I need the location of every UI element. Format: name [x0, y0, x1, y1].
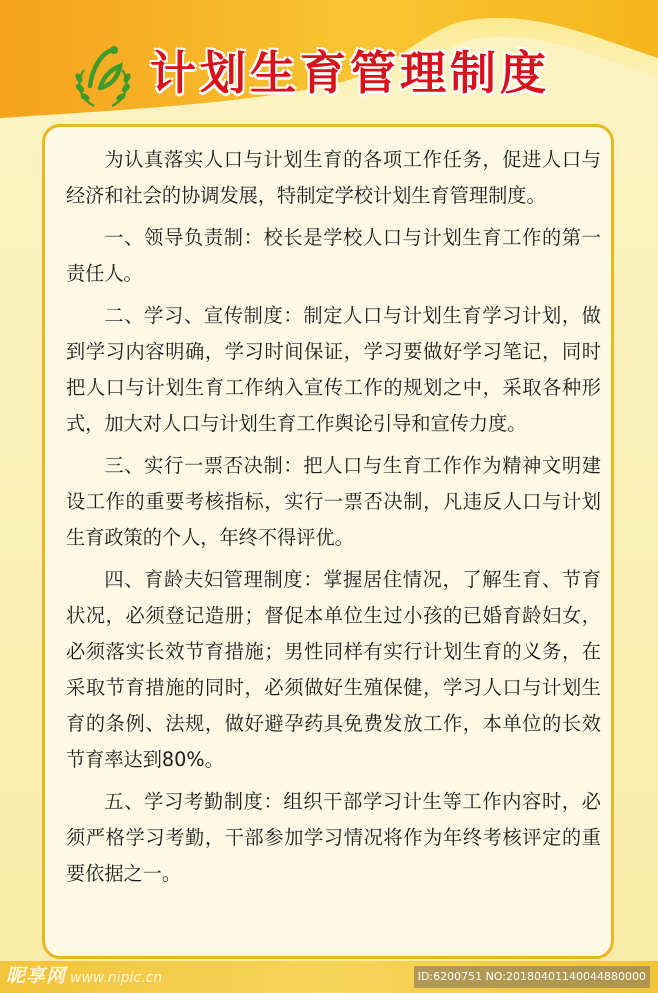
rule-study-publicity-paragraph: 二、学习、宣传制度：制定人口与计划生育学习计划，做到学习内容明确，学习时间保证，学习要做好学习笔记，同时把人口与计划生育工作纳入宣传工作的规划之中，采取各种形式，加大对人口与计划生育工作舆论引导和宣传力度。: [66, 304, 601, 435]
page-title: 计划生育管理制度: [150, 46, 550, 100]
watermark-brand: 昵享网: [6, 965, 67, 987]
rule-attendance-paragraph: 五、学习考勤制度：组织干部学习计生等工作内容时，必须严格学习考勤，干部参加学习情况将作为年终考核评定的重要依据之一。: [66, 790, 601, 885]
rule-veto-paragraph: 三、实行一票否决制：把人口与生育工作作为精神文明建设工作的重要考核指标，实行一票否决制，凡违反人口与计划生育政策的个人，年终不得评优。: [66, 454, 601, 549]
rule-couples-management-paragraph: 四、育龄夫妇管理制度：掌握居住情况，了解生育、节育状况，必须登记造册；督促本单位生过小孩的已婚育龄妇女，必须落实长效节育措施；男性同样有实行计划生育的义务，在采取节育措施的同时，必须做好生殖保健，学习人口与计划生育的条例、法规，做好避孕药具免费发放工作，本单位的长效节育率达到80%。: [66, 568, 601, 771]
rule-leadership-paragraph: 一、领导负责制：校长是学校人口与计划生育工作的第一责任人。: [66, 226, 601, 285]
image-id-watermark: ID:6200751 NO:20180401140044880000: [414, 966, 650, 988]
site-watermark: [6, 963, 162, 989]
regulation-body: [66, 142, 601, 898]
intro-paragraph: 为认真落实人口与计划生育的各项工作任务，促进人口与经济和社会的协调发展，特制定学校计划生育管理制度。: [66, 148, 601, 207]
family-planning-emblem-icon: [70, 40, 136, 112]
watermark-url: www.nipic.cn: [70, 970, 163, 986]
